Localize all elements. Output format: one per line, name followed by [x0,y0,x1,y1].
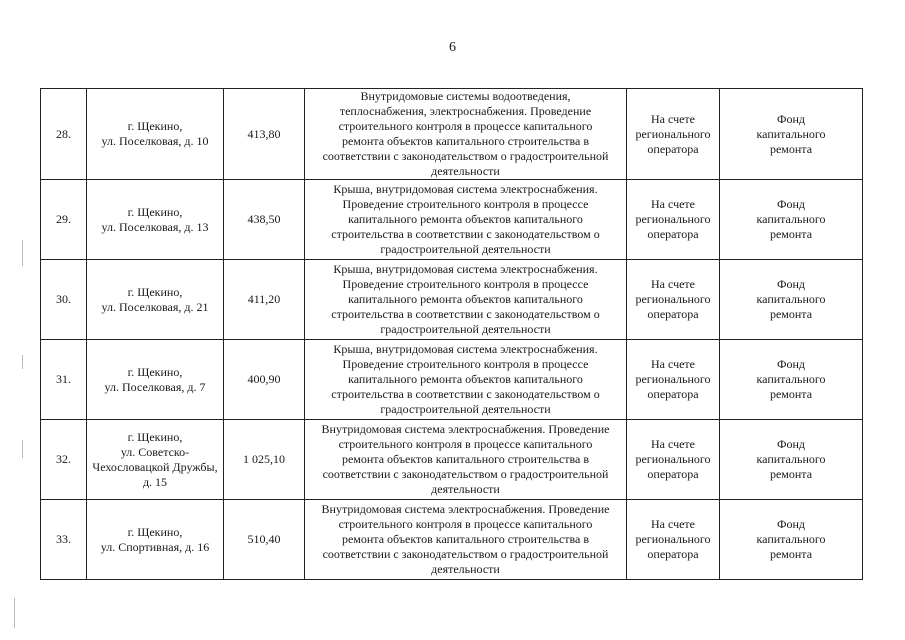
works-line: деятельности [431,164,500,178]
works-line: Проведение строительного контроля в процессе [342,357,589,371]
works-cell [305,340,627,420]
funding-source-cell [720,420,863,500]
funding-source-cell [720,340,863,420]
works-line: ремонта объектов капитального строительства в [341,532,590,546]
works-line: Крыша, внутридомовая система электроснабжения. [333,262,598,276]
funding-source-cell [720,500,863,580]
area-cell: 413,80 [224,89,305,180]
works-line: Внутридомовые системы водоотведения, [360,89,571,103]
row-number: 29. [41,180,87,260]
scan-artifact [22,355,23,369]
funding-source-line: Фонд [776,437,805,451]
works-line: градостроительной деятельности [380,402,551,416]
account-line: оператора [647,387,699,401]
area-cell: 411,20 [224,260,305,340]
funding-source-line: Фонд [776,197,805,211]
works-line: капитального ремонта объектов капитального [348,372,583,386]
works-line: Проведение строительного контроля в процессе [342,197,589,211]
row-number: 30. [41,260,87,340]
account-cell [627,260,720,340]
address-line: г. Щекино, [127,429,183,444]
funding-source-cell [720,180,863,260]
works-line: Внутридомовая система электроснабжения. Проведение [321,502,610,516]
address-line: г. Щекино, [127,524,183,539]
account-line: На счете [650,517,695,531]
funding-source-cell [720,260,863,340]
works-line: строительства в соответствии с законодательством о [331,307,600,321]
account-line: регионального [635,372,711,386]
works-line: капитального ремонта объектов капитального [348,292,583,306]
funding-source-line: капитального [756,452,826,466]
table-row [41,180,863,260]
address-cell [87,260,224,340]
scan-artifact [22,440,23,458]
scan-artifact [14,598,15,628]
works-line: теплоснабжения, электроснабжения. Проведение [339,104,592,118]
area-cell: 1 025,10 [224,420,305,500]
account-line: На счете [650,437,695,451]
works-line: деятельности [431,482,500,496]
funding-source-line: капитального [756,126,826,141]
address-line: ул. Спортивная, д. 16 [100,539,210,554]
address-line: ул. Поселковая, д. 10 [101,134,209,148]
works-line: строительного контроля в процессе капитального [338,119,593,133]
table-row [41,260,863,340]
table-row [41,500,863,580]
funding-source-line: ремонта [769,387,813,401]
account-cell [627,180,720,260]
address-cell [87,180,224,260]
account-line: На счете [650,197,695,211]
works-line: ремонта объектов капитального строительства в [341,452,590,466]
account-line: На счете [650,357,695,371]
table-row [41,89,863,180]
address-line: г. Щекино, [127,284,183,299]
funding-source-line: Фонд [776,111,805,126]
account-line: регионального [635,126,711,141]
works-cell [305,89,627,180]
works-line: деятельности [431,562,500,576]
funding-source-line: капитального [756,372,826,386]
works-cell [305,500,627,580]
row-number: 32. [41,420,87,500]
works-line: Крыша, внутридомовая система электроснабжения. [333,182,598,196]
works-line: строительства в соответствии с законодательством о [331,387,600,401]
account-line: регионального [635,292,711,306]
funding-source-line: ремонта [769,547,813,561]
funding-source-line: капитального [756,212,826,226]
area-cell: 510,40 [224,500,305,580]
works-line: соответствии с законодательством о градостроительной [322,467,609,481]
account-line: регионального [635,532,711,546]
funding-source-line: ремонта [769,307,813,321]
works-line: капитального ремонта объектов капитального [348,212,583,226]
funding-source-line: капитального [756,292,826,306]
account-cell [627,340,720,420]
funding-source-line: Фонд [776,517,805,531]
account-line: оператора [647,467,699,481]
works-line: Внутридомовая система электроснабжения. Проведение [321,422,610,436]
address-line: ул. Советско- [120,444,190,459]
address-line: д. 15 [142,474,168,489]
repair-program-table [40,88,863,580]
account-line: На счете [650,111,695,126]
works-line: ремонта объектов капитального строительства в [341,134,590,148]
account-line: оператора [647,307,699,321]
account-line: оператора [647,141,699,156]
works-cell [305,420,627,500]
funding-source-line: ремонта [769,227,813,241]
row-number: 28. [41,89,87,180]
account-line: оператора [647,227,699,241]
page-number: 6 [449,40,456,55]
works-line: Проведение строительного контроля в процессе [342,277,589,291]
scan-artifact [22,240,23,266]
account-line: регионального [635,452,711,466]
area-cell: 400,90 [224,340,305,420]
works-line: градостроительной деятельности [380,242,551,256]
address-line: ул. Поселковая, д. 21 [101,299,209,314]
table-row [41,340,863,420]
funding-source-line: ремонта [769,467,813,481]
area-cell: 438,50 [224,180,305,260]
account-line: На счете [650,277,695,291]
works-cell [305,260,627,340]
account-cell [627,420,720,500]
address-cell [87,89,224,180]
account-line: оператора [647,547,699,561]
account-cell [627,500,720,580]
table-row [41,420,863,500]
account-cell [627,89,720,180]
address-line: ул. Поселковая, д. 7 [104,379,206,394]
works-cell [305,180,627,260]
works-line: градостроительной деятельности [380,322,551,336]
address-line: г. Щекино, [127,204,183,219]
funding-source-line: Фонд [776,357,805,371]
address-line: Чехословацкой Дружбы, [92,459,218,474]
works-line: соответствии с законодательством о градостроительной [322,547,609,561]
works-line: Крыша, внутридомовая система электроснабжения. [333,342,598,356]
works-line: соответствии с законодательством о градостроительной [322,149,609,163]
address-cell [87,340,224,420]
address-line: ул. Поселковая, д. 13 [101,219,209,234]
funding-source-line: капитального [756,532,826,546]
row-number: 31. [41,340,87,420]
row-number: 33. [41,500,87,580]
address-line: г. Щекино, [127,119,183,133]
works-line: строительного контроля в процессе капитального [338,437,593,451]
account-line: регионального [635,212,711,226]
works-line: строительства в соответствии с законодательством о [331,227,600,241]
funding-source-line: Фонд [776,277,805,291]
address-cell [87,420,224,500]
funding-source-cell [720,89,863,180]
funding-source-line: ремонта [769,141,813,156]
address-line: г. Щекино, [127,364,183,379]
address-cell [87,500,224,580]
works-line: строительного контроля в процессе капитального [338,517,593,531]
